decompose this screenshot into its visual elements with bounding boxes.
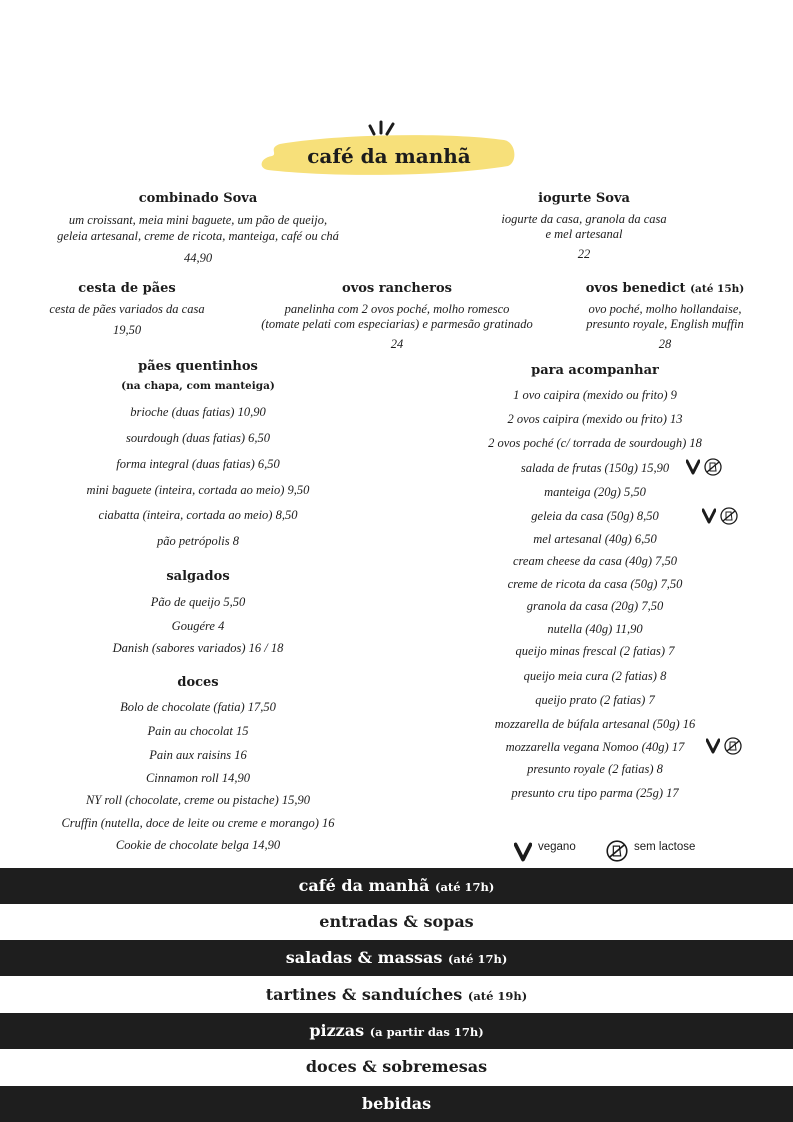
vegan-v-icon: [706, 738, 720, 754]
benedict-price: 28: [658, 337, 672, 351]
list-item: Cruffin (nutella, doce de leite ou creme e morango) 16: [61, 816, 335, 830]
benedict-note: (até 15h): [690, 283, 745, 295]
benedict-desc-1: ovo poché, molho hollandaise,: [588, 302, 742, 316]
list-item: 1 ovo caipira (mexido ou frito) 9: [513, 388, 677, 402]
list-item: pão petrópolis 8: [157, 534, 239, 548]
list-item: manteiga (20g) 5,50: [544, 485, 646, 499]
list-item: sourdough (duas fatias) 6,50: [126, 431, 270, 445]
title-brush: [258, 118, 520, 182]
iogurte-desc-1: iogurte da casa, granola da casa: [501, 212, 667, 226]
combinado-price: 44,90: [183, 251, 213, 265]
legend: [512, 840, 712, 864]
combinado-desc-2: geleia artesanal, creme de ricota, manteiga, café ou chá: [57, 229, 339, 243]
list-item: granola da casa (20g) 7,50: [526, 599, 664, 613]
combinado-name: combinado Sova: [138, 191, 258, 206]
list-item: brioche (duas fatias) 10,90: [130, 405, 266, 419]
legend-vegan-label: vegano: [538, 841, 576, 853]
iogurte-price: 22: [577, 247, 591, 261]
nav-pizzas[interactable]: pizzas (a partir das 17h): [0, 1013, 793, 1049]
list-item: 2 ovos caipira (mexido ou frito) 13: [507, 412, 683, 426]
rancheros-name: ovos rancheros: [342, 281, 452, 296]
paes-quentinhos-subtitle: (na chapa, com manteiga): [121, 380, 275, 392]
list-item: presunto cru tipo parma (25g) 17: [511, 786, 679, 800]
list-item: geleia da casa (50g) 8,50: [531, 509, 659, 523]
iogurte-desc-2: e mel artesanal: [545, 227, 623, 241]
cesta-name: cesta de pães: [78, 281, 176, 296]
mozzarella-vegana-dietary-icons: [706, 737, 742, 755]
no-lactose-icon: [704, 458, 722, 476]
vegan-v-icon: [514, 842, 532, 862]
list-item: Pain aux raisins 16: [149, 748, 247, 762]
benedict-name: ovos benedict (até 15h): [585, 281, 745, 296]
cesta-desc: cesta de pães variados da casa: [49, 302, 205, 316]
legend-lactose-free-label: sem lactose: [634, 841, 696, 853]
benedict-desc-2: presunto royale, English muffin: [586, 317, 744, 331]
salgados-title: salgados: [166, 569, 230, 584]
nav-tartines-sanduiches[interactable]: tartines & sanduíches (até 19h): [0, 977, 793, 1013]
list-item: mozzarella de búfala artesanal (50g) 16: [494, 717, 696, 731]
list-item: mel artesanal (40g) 6,50: [533, 532, 657, 546]
nav-entradas-sopas[interactable]: entradas & sopas: [0, 904, 793, 940]
list-item: presunto royale (2 fatias) 8: [527, 762, 663, 776]
nav-doces-sobremesas[interactable]: doces & sobremesas: [0, 1049, 793, 1085]
paes-quentinhos-title: pães quentinhos: [138, 359, 258, 374]
sparkle-icon: [370, 122, 393, 134]
list-item: cream cheese da casa (40g) 7,50: [512, 554, 678, 568]
list-item: Pão de queijo 5,50: [150, 595, 246, 609]
list-item: NY roll (chocolate, creme ou pistache) 15,90: [85, 793, 311, 807]
cesta-price: 19,50: [112, 323, 142, 337]
salada-dietary-icons: [686, 458, 722, 476]
geleia-dietary-icons: [702, 507, 738, 525]
list-item: nutella (40g) 11,90: [547, 622, 643, 636]
list-item: Cookie de chocolate belga 14,90: [115, 838, 281, 852]
list-item: queijo prato (2 fatias) 7: [535, 693, 655, 707]
acompanhar-title: para acompanhar: [531, 363, 659, 378]
combinado-desc-1: um croissant, meia mini baguete, um pão de queijo,: [68, 213, 328, 227]
vegan-v-icon: [702, 508, 716, 524]
page-title: café da manhã: [307, 144, 471, 168]
list-item: salada de frutas (150g) 15,90: [520, 461, 670, 475]
list-item: queijo minas frescal (2 fatias) 7: [515, 644, 675, 658]
nav-saladas-massas[interactable]: saladas & massas (até 17h): [0, 940, 793, 976]
list-item: Pain au chocolat 15: [147, 724, 249, 738]
no-lactose-icon: [606, 840, 628, 862]
list-item: mini baguete (inteira, cortada ao meio) 9,50: [86, 483, 310, 497]
list-item: Danish (sabores variados) 16 / 18: [112, 641, 284, 655]
iogurte-name: iogurte Sova: [538, 191, 630, 206]
list-item: forma integral (duas fatias) 6,50: [116, 457, 280, 471]
list-item: Bolo de chocolate (fatia) 17,50: [120, 700, 276, 714]
vegan-v-icon: [686, 459, 700, 475]
list-item: Gougére 4: [171, 619, 225, 633]
list-item: 2 ovos poché (c/ torrada de sourdough) 18: [488, 436, 702, 450]
no-lactose-icon: [720, 507, 738, 525]
nav-bebidas[interactable]: bebidas: [0, 1086, 793, 1122]
no-lactose-icon: [724, 737, 742, 755]
rancheros-desc-1: panelinha com 2 ovos poché, molho romesco: [284, 302, 510, 316]
doces-title: doces: [177, 675, 219, 690]
list-item: mozzarella vegana Nomoo (40g) 17: [505, 740, 685, 754]
rancheros-desc-2: (tomate pelati com especiarias) e parmesão gratinado: [261, 317, 533, 331]
list-item: Cinnamon roll 14,90: [145, 771, 251, 785]
rancheros-price: 24: [390, 337, 404, 351]
list-item: creme de ricota da casa (50g) 7,50: [507, 577, 683, 591]
list-item: queijo meia cura (2 fatias) 8: [523, 669, 667, 683]
nav-cafe-da-manha[interactable]: café da manhã (até 17h): [0, 868, 793, 904]
list-item: ciabatta (inteira, cortada ao meio) 8,50: [98, 508, 298, 522]
